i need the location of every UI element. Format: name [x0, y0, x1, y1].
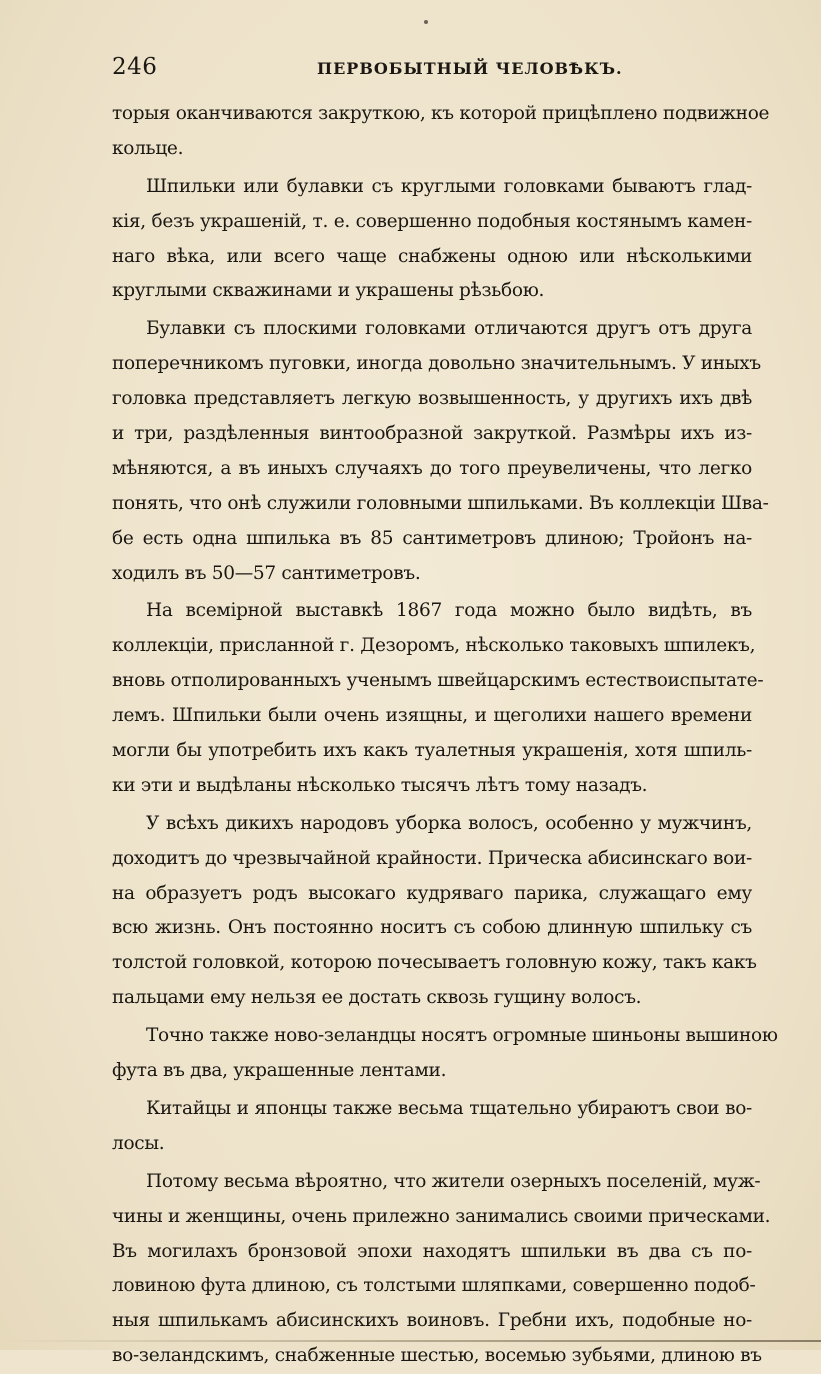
text-line: коллекціи, присланной г. Дезоромъ, нѣсколько таковыхъ шпилекъ, [112, 635, 756, 657]
paragraph [112, 594, 764, 803]
paragraph [112, 1019, 778, 1089]
text-line: могли бы употребить ихъ какъ туалетныя украшенія, хотя шпиль- [112, 740, 752, 762]
text-line: кія, безъ украшеній, т. е. совершенно подобныя костянымъ камен- [112, 210, 752, 232]
text-line: торыя оканчиваются закруткою, къ которой прицѣплено подвижное [112, 103, 770, 124]
text-line: ловиною фута длиною, съ толстыми шляпками, совершенно подоб- [112, 1275, 756, 1297]
text-line: и три, раздѣленныя винтообразной закруткой. Размѣры ихъ из- [112, 423, 752, 445]
text-line: доходитъ до чрезвычайной крайности. Прическа абисинскаго вои- [112, 847, 752, 869]
text-line: головка представляетъ легкую возвышенность, у другихъ ихъ двѣ [112, 388, 752, 410]
text-line: чины и женщины, очень прилежно занимались своими прическами. [112, 1205, 771, 1227]
text-line: толстой головкой, которою почесываетъ головную кожу, такъ какъ [112, 952, 757, 974]
paragraph [112, 97, 770, 167]
body-text [112, 97, 778, 1374]
text-line: Шпильки или булавки съ круглыми головками бываютъ глад- [146, 175, 752, 197]
text-line: лемъ. Шпильки были очень изящны, и щеголихи нашего времени [112, 705, 752, 727]
text-line: поперечникомъ пуговки, иногда довольно значительнымъ. У иныхъ [112, 353, 761, 375]
page-number: 246 [112, 54, 158, 80]
text-line: наго вѣка, или всего чаще снабжены одною или нѣсколькими [112, 245, 752, 267]
text-line: Китайцы и японцы также весьма тщательно убираютъ свои во- [146, 1097, 752, 1119]
text-line: лосы. [112, 1132, 165, 1154]
text-line: бе есть одна шпилька въ 85 сантиметровъ длиною; Тройонъ на- [112, 527, 752, 549]
text-line: всю жизнь. Онъ постоянно носитъ съ собою длинную шпильку съ [112, 917, 752, 939]
text-line: пальцами ему нельзя ее достать сквозь гущину волосъ. [112, 987, 642, 1009]
text-line: ходилъ въ 50—57 сантиметровъ. [112, 562, 421, 584]
paragraph [112, 807, 757, 1016]
page-edge-shadow [0, 1340, 821, 1342]
page-header [112, 50, 752, 86]
text-line: На всемірной выставкѣ 1867 года можно было видѣть, въ [146, 600, 752, 622]
text-line: Точно также ново-зеландцы носятъ огромные шиньоны вышиною [146, 1025, 778, 1047]
paragraph [112, 170, 752, 310]
text-line: во-зеландскимъ, снабженные шестью, восемью зубьями, длиною въ [112, 1345, 762, 1367]
text-line: кольце. [112, 137, 184, 159]
paragraph [112, 1092, 752, 1162]
text-line: Булавки съ плоскими головками отличаются другъ отъ друга [146, 318, 752, 340]
text-line: вновь отполированныхъ ученымъ швейцарскимъ естествоиспытате- [112, 670, 764, 692]
text-line: Потому весьма вѣроятно, что жители озерныхъ поселеній, муж- [146, 1170, 761, 1192]
text-line: круглыми скважинами и украшены рѣзьбою. [112, 280, 545, 302]
text-line: на образуетъ родъ высокаго кудряваго парика, служащаго ему [112, 882, 752, 904]
text-line: фута въ два, украшенные лентами. [112, 1060, 447, 1082]
text-line: понять, что онѣ служили головными шпильками. Въ коллекціи Шва- [112, 492, 769, 514]
text-line: ки эти и выдѣланы нѣсколько тысячъ лѣтъ тому назадъ. [112, 774, 648, 796]
text-line: У всѣхъ дикихъ народовъ уборка волосъ, особенно у мужчинъ, [146, 812, 752, 834]
paper-speck [424, 20, 428, 24]
text-line: ныя шпилькамъ абисинскихъ воиновъ. Гребни ихъ, подобные но- [112, 1310, 752, 1332]
paragraph [112, 1165, 771, 1374]
text-line: мѣняются, а въ иныхъ случаяхъ до того преувеличены, что легко [112, 457, 752, 479]
paragraph [112, 312, 769, 591]
running-title: ПЕРВОБЫТНЫЙ ЧЕЛОВѢКЪ. [317, 59, 623, 78]
text-line: Въ могилахъ бронзовой эпохи находятъ шпильки въ два съ по- [112, 1240, 752, 1262]
